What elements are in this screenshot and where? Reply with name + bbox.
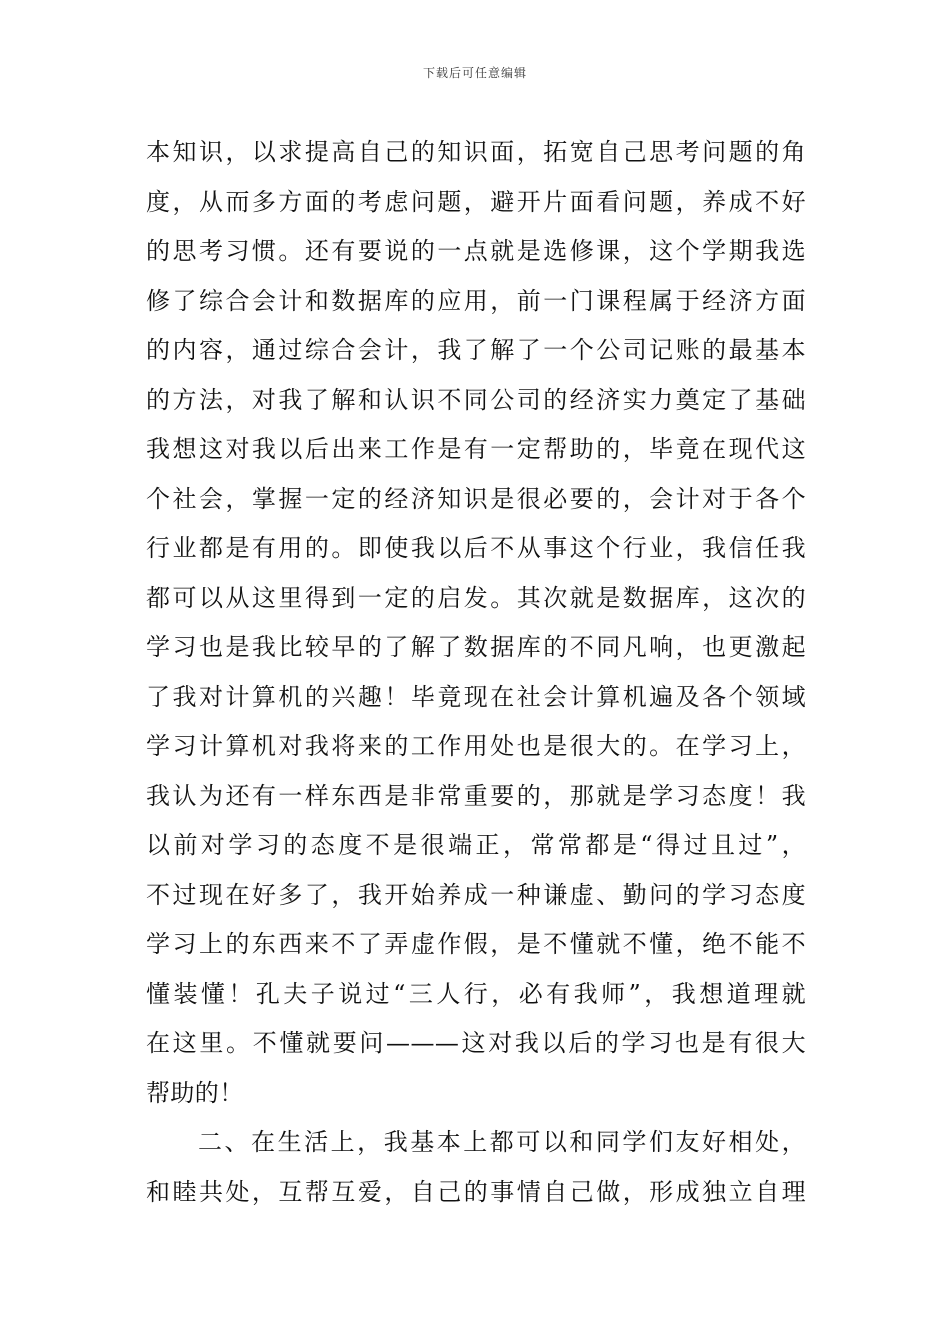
- document-body: [146, 128, 806, 1217]
- text-line: 不过现在好多了，我开始养成一种谦虚、勤问的学习态度: [146, 880, 806, 909]
- text-line: 度，从而多方面的考虑问题，避开片面看问题，养成不好: [146, 187, 806, 216]
- text-line: 学习计算机对我将来的工作用处也是很大的。在学习上，: [146, 732, 806, 760]
- text-line: 帮助的！: [146, 1078, 244, 1107]
- text-line: 我认为还有一样东西是非常重要的，那就是学习态度！我: [146, 781, 806, 810]
- page-header: 下载后可任意编辑: [422, 66, 527, 80]
- text-line: 的方法，对我了解和认识不同公司的经济实力奠定了基础: [146, 385, 806, 414]
- text-line: 学习上的东西来不了弄虚作假，是不懂就不懂，绝不能不: [146, 930, 806, 958]
- text-line: 懂装懂！孔夫子说过“三人行，必有我师”，我想道理就: [146, 979, 806, 1008]
- text-line: 了我对计算机的兴趣！毕竟现在社会计算机遍及各个领域: [146, 682, 806, 711]
- text-line: 行业都是有用的。即使我以后不从事这个行业，我信任我: [146, 534, 806, 562]
- text-line: 和睦共处，互帮互爱，自己的事情自己做，形成独立自理: [146, 1177, 806, 1206]
- text-line: 以前对学习的态度不是很端正，常常都是“得过且过”，: [146, 831, 806, 859]
- text-line: 都可以从这里得到一定的启发。其次就是数据库，这次的: [146, 583, 806, 612]
- text-line: 在这里。不懂就要问———这对我以后的学习也是有很大: [146, 1029, 806, 1057]
- text-line: 本知识，以求提高自己的知识面，拓宽自己思考问题的角: [146, 138, 806, 166]
- text-line: 修了综合会计和数据库的应用，前一门课程属于经济方面: [146, 286, 806, 315]
- text-line: 个社会，掌握一定的经济知识是很必要的，会计对于各个: [146, 484, 806, 513]
- text-line: 的思考习惯。还有要说的一点就是选修课，这个学期我选: [146, 237, 806, 265]
- paragraph-start-line: 二、在生活上，我基本上都可以和同学们友好相处，: [198, 1128, 806, 1156]
- text-line: 学习也是我比较早的了解了数据库的不同凡响，也更激起: [146, 633, 806, 661]
- text-line: 的内容，通过综合会计，我了解了一个公司记账的最基本: [146, 336, 806, 364]
- text-line: 我想这对我以后出来工作是有一定帮助的，毕竟在现代这: [146, 435, 806, 463]
